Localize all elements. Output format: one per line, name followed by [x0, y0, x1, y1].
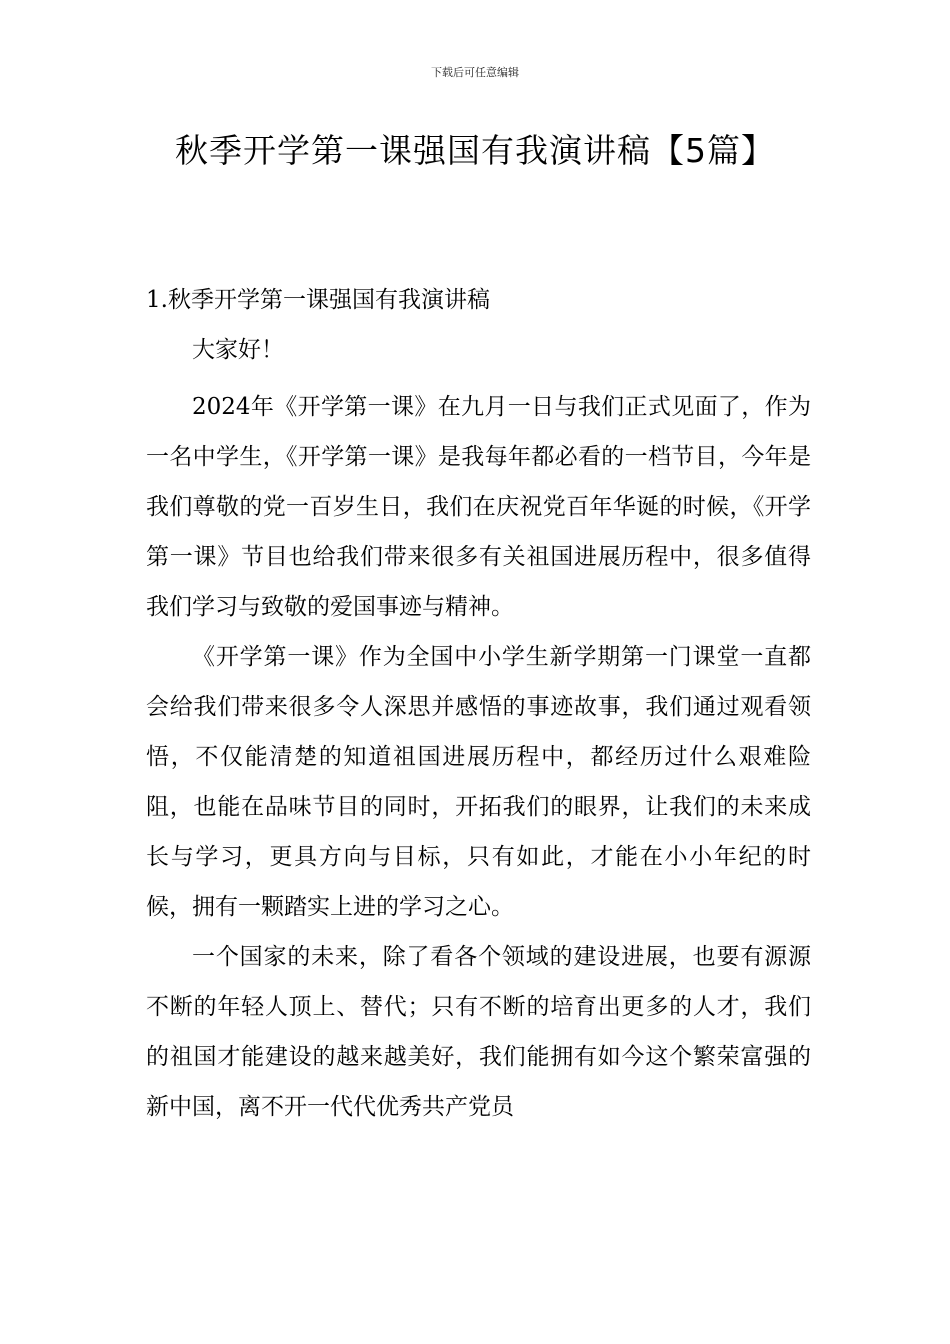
document-body — [146, 282, 811, 1132]
greeting: 大家好！ — [192, 337, 284, 363]
header-note: 下载后可任意编辑 — [431, 66, 519, 79]
section-heading: 1.秋季开学第一课强国有我演讲稿 — [146, 287, 490, 313]
paragraph-2: 《开学第一课》作为全国中小学生新学期第一门课堂一直都会给我们带来很多令人深思并感悟的事迹故事，我们通过观看领悟，不仅能清楚的知道祖国进展历程中，都经历过什么艰难险阻，也能在品味节目的同时，开拓我们的眼界，让我们的未来成长与学习，更具方向与目标，只有如此，才能在小小年纪的时候，拥有一颗踏实上进的学习之心。 — [146, 644, 811, 920]
document-title: 秋季开学第一课强国有我演讲稿【5篇】 — [175, 131, 775, 170]
paragraph-1: 2024年《开学第一课》在九月一日与我们正式见面了，作为一名中学生，《开学第一课》是我每年都必看的一档节目，今年是我们尊敬的党一百岁生日，我们在庆祝党百年华诞的时候，《开学第一课》节目也给我们带来很多有关祖国进展历程中，很多值得我们学习与致敬的爱国事迹与精神。 — [146, 394, 811, 620]
paragraph-3: 一个国家的未来，除了看各个领域的建设进展，也要有源源不断的年轻人顶上、替代；只有不断的培育出更多的人才，我们的祖国才能建设的越来越美好，我们能拥有如今这个繁荣富强的新中国，离不开一代代优秀共产党员 — [146, 944, 811, 1120]
